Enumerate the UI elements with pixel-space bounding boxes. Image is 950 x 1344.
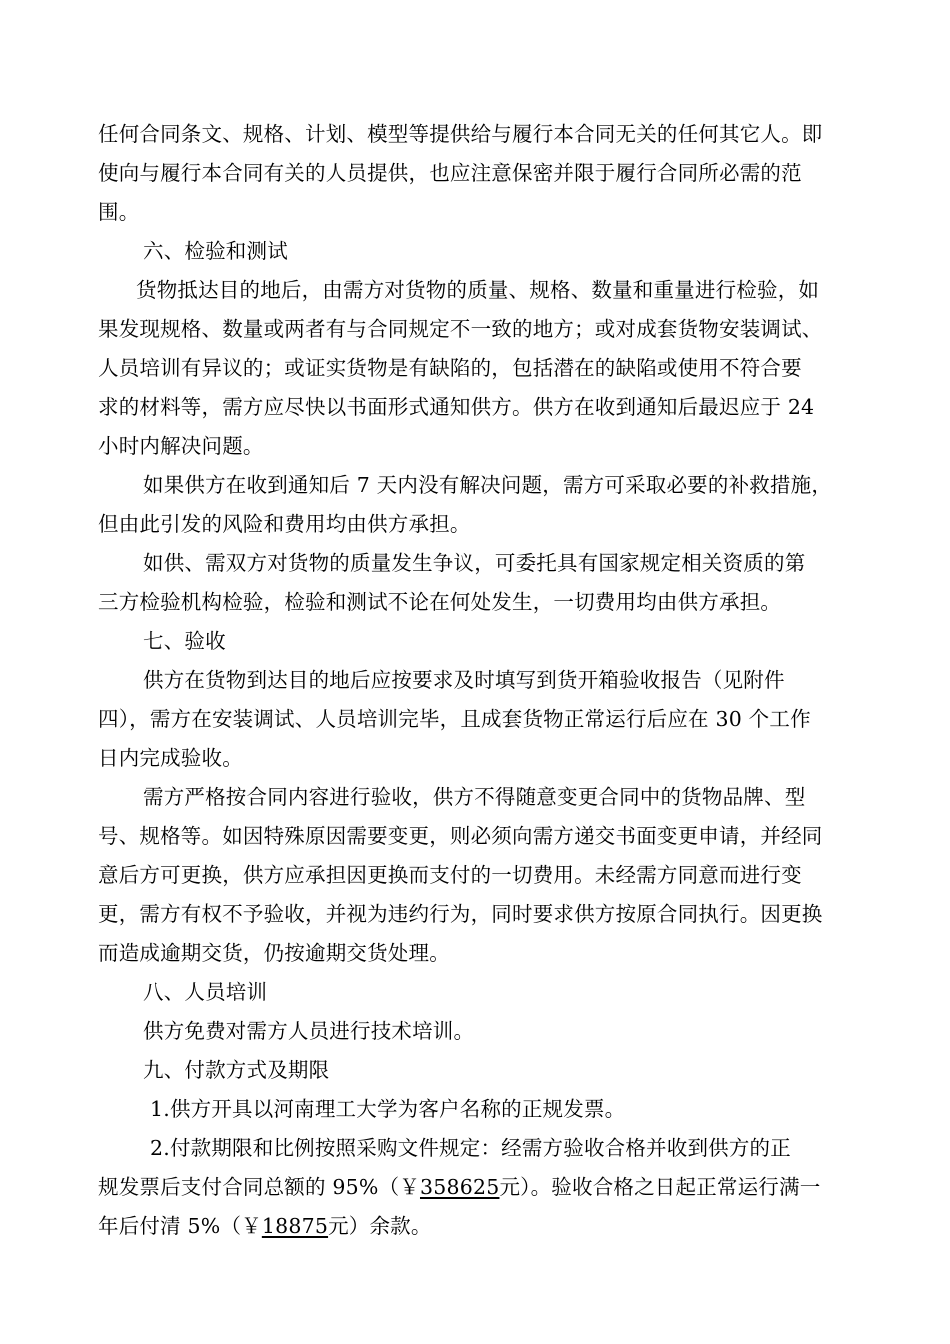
list-item: 2.付款期限和比例按照采购文件规定：经需方验收合格并收到供方的正 bbox=[150, 1136, 791, 1160]
paragraph-line: 人员培训有异议的；或证实货物是有缺陷的，包括潜在的缺陷或使用不符合要 bbox=[98, 356, 802, 380]
paragraph-line: 日内完成验收。 bbox=[98, 746, 243, 770]
paragraph-line: 小时内解决问题。 bbox=[98, 434, 264, 458]
paragraph-line: 更，需方有权不予验收，并视为违约行为，同时要求供方按原合同执行。因更换 bbox=[98, 902, 823, 926]
paragraph-line: 如果供方在收到通知后 7 天内没有解决问题，需方可采取必要的补救措施， bbox=[143, 473, 833, 497]
paragraph-line: 四），需方在安装调试、人员培训完毕，且成套货物正常运行后应在 30 个工作 bbox=[98, 707, 811, 731]
list-item: 1.供方开具以河南理工大学为客户名称的正规发票。 bbox=[150, 1097, 626, 1121]
text-segment: 规发票后支付合同总额的 95%（￥ bbox=[98, 1175, 420, 1199]
section-heading: 八、人员培训 bbox=[143, 980, 268, 1004]
paragraph-line: 货物抵达目的地后，由需方对货物的质量、规格、数量和重量进行检验，如 bbox=[136, 278, 820, 302]
paragraph-line: 供方免费对需方人员进行技术培训。 bbox=[143, 1019, 475, 1043]
paragraph-line: 围。 bbox=[98, 200, 140, 224]
paragraph-line: 求的材料等，需方应尽快以书面形式通知供方。供方在收到通知后最迟应于 24 bbox=[98, 395, 815, 419]
paragraph-line bbox=[98, 1173, 820, 1201]
paragraph-line bbox=[98, 1212, 432, 1240]
paragraph-line: 任何合同条文、规格、计划、模型等提供给与履行本合同无关的任何其它人。即 bbox=[98, 122, 823, 146]
section-heading: 六、检验和测试 bbox=[143, 239, 288, 263]
paragraph-line: 号、规格等。如因特殊原因需要变更，则必须向需方递交书面变更申请，并经同 bbox=[98, 824, 823, 848]
paragraph-line: 如供、需双方对货物的质量发生争议，可委托具有国家规定相关资质的第 bbox=[143, 551, 806, 575]
paragraph-line: 三方检验机构检验，检验和测试不论在何处发生，一切费用均由供方承担。 bbox=[98, 590, 782, 614]
text-segment: 元）。验收合格之日起正常运行满一 bbox=[499, 1175, 821, 1199]
amount-95-percent: 358625 bbox=[419, 1175, 500, 1199]
paragraph-line: 使向与履行本合同有关的人员提供，也应注意保密并限于履行合同所必需的范 bbox=[98, 161, 802, 185]
paragraph-line: 果发现规格、数量或两者有与合同规定不一致的地方；或对成套货物安装调试、 bbox=[98, 317, 823, 341]
text-segment: 元）余款。 bbox=[328, 1214, 432, 1238]
paragraph-line: 需方严格按合同内容进行验收，供方不得随意变更合同中的货物品牌、型 bbox=[143, 785, 806, 809]
section-heading: 九、付款方式及期限 bbox=[143, 1058, 330, 1082]
text-segment: 年后付清 5%（￥ bbox=[98, 1214, 262, 1238]
paragraph-line: 但由此引发的风险和费用均由供方承担。 bbox=[98, 512, 471, 536]
paragraph-line: 供方在货物到达目的地后应按要求及时填写到货开箱验收报告（见附件 bbox=[143, 668, 785, 692]
section-heading: 七、验收 bbox=[143, 629, 226, 653]
amount-5-percent: 18875 bbox=[261, 1214, 329, 1238]
paragraph-line: 而造成逾期交货，仍按逾期交货处理。 bbox=[98, 941, 450, 965]
paragraph-line: 意后方可更换，供方应承担因更换而支付的一切费用。未经需方同意而进行变 bbox=[98, 863, 802, 887]
